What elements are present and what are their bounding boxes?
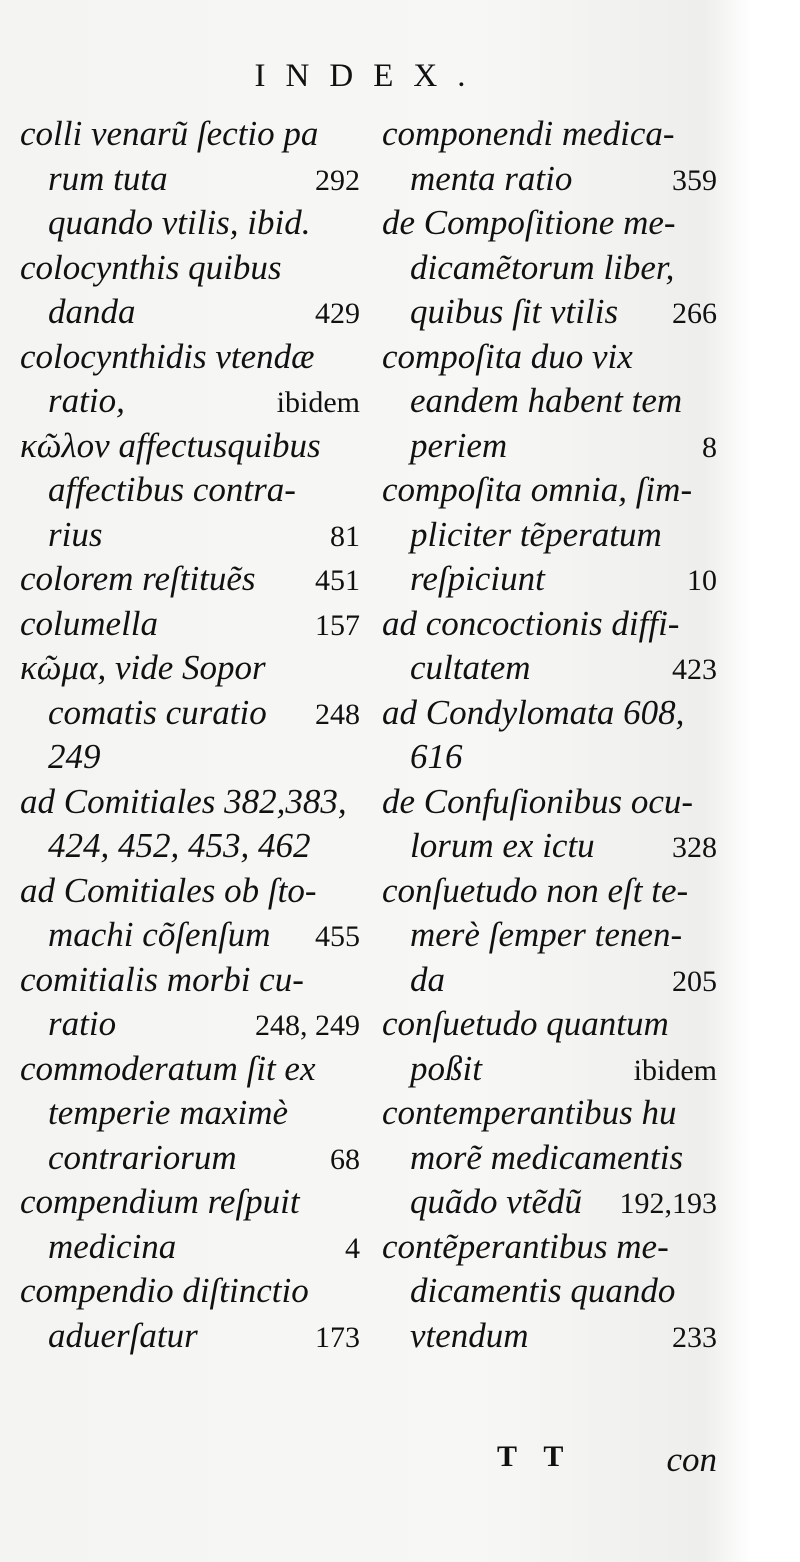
entry-page-ref: 4 <box>345 1231 360 1265</box>
entry-text: 424, 452, 453, 462 <box>48 826 311 865</box>
entry-page-ref: 205 <box>672 964 717 998</box>
entry-text: de Compoſitione me- <box>382 203 676 242</box>
index-entry-line <box>382 513 717 558</box>
index-entry-line <box>20 157 360 202</box>
index-entry-line <box>382 691 717 736</box>
entry-page-ref: ibidem <box>276 386 360 419</box>
entry-text: ratio <box>48 1004 117 1043</box>
index-entry-line <box>382 602 717 647</box>
entry-text: κῶμα, vide Sopor <box>20 648 266 687</box>
entry-page-ref: 359 <box>672 163 717 197</box>
index-entry-line <box>382 1091 717 1136</box>
index-entry-line <box>382 157 717 202</box>
entry-text: ad Comitiales 382,383, <box>20 781 347 821</box>
entry-text: merè ſemper tenen- <box>410 915 683 954</box>
index-entry-line <box>20 1269 360 1314</box>
entry-text: temperie maximè <box>48 1093 289 1132</box>
index-entry-line <box>382 913 717 958</box>
index-entry-line <box>382 958 717 1003</box>
entry-page-ref: 68 <box>330 1142 360 1176</box>
index-entry-line <box>382 201 717 246</box>
entry-text: colorem reſtituẽs <box>20 559 256 598</box>
entry-text: componendi medica- <box>382 114 675 153</box>
index-entry-line <box>20 735 360 780</box>
index-entry-line <box>382 780 717 825</box>
index-entry-line <box>20 646 360 691</box>
entry-text: compendium reſpuit <box>20 1182 300 1221</box>
index-entry-line <box>20 112 360 157</box>
entry-text: columella <box>20 603 159 643</box>
entry-text: ad concoctionis diffi- <box>382 603 680 643</box>
index-entry-line <box>20 424 360 469</box>
entry-text: quibus ſit vtilis <box>410 292 619 331</box>
index-entry-line <box>382 646 717 691</box>
entry-page-ref: 423 <box>672 653 717 686</box>
page-title: INDEX. <box>254 58 486 94</box>
index-entry-line <box>20 290 360 335</box>
index-entry-line <box>20 1091 360 1136</box>
index-entry-line <box>20 201 360 246</box>
index-entry-line <box>20 691 360 736</box>
index-entry-line <box>382 424 717 469</box>
index-entry-line <box>382 1002 717 1047</box>
entry-text: conſuetudo quantum <box>382 1004 669 1043</box>
entry-page-ref: 292 <box>315 163 360 197</box>
entry-text: comatis curatio <box>48 692 267 732</box>
index-entry-line <box>20 468 360 513</box>
entry-text: periem <box>410 425 508 465</box>
entry-text: colocynthidis vtendæ <box>20 336 315 376</box>
entry-page-ref: 157 <box>315 608 360 642</box>
entry-page-ref: 248, 249 <box>255 1009 360 1042</box>
entry-page-ref: 266 <box>672 297 717 330</box>
index-entry-line <box>20 1002 360 1047</box>
entry-text: commoderatum ſit ex <box>20 1048 316 1088</box>
index-entry-line <box>382 379 717 424</box>
entry-text: pliciter tẽperatum <box>410 514 662 554</box>
index-entry-line <box>382 1269 717 1314</box>
entry-text: rius <box>48 514 103 554</box>
entry-text: aduerſatur <box>48 1315 198 1355</box>
index-entry-line <box>20 913 360 958</box>
entry-text: quãdo vtẽdũ <box>410 1182 583 1221</box>
index-entry-line <box>382 468 717 513</box>
entry-text: colocynthis quibus <box>20 247 282 287</box>
index-entry-line <box>382 112 717 157</box>
index-entry-line <box>20 557 360 602</box>
entry-text: danda <box>48 292 136 331</box>
entry-text: medicina <box>48 1226 177 1266</box>
entry-text: vtendum <box>410 1315 529 1355</box>
index-entry-line <box>382 290 717 335</box>
signature-mark: T T <box>497 1440 574 1473</box>
index-entry-line <box>382 1180 717 1225</box>
entry-text: de Confuſionibus ocu- <box>382 781 694 821</box>
entry-text: compendio diſtinctio <box>20 1271 309 1310</box>
entry-page-ref: 328 <box>672 831 717 864</box>
entry-text: dicamẽtorum liber, <box>410 247 675 287</box>
entry-text: affectibus contra- <box>48 470 296 509</box>
index-entry-line <box>382 335 717 380</box>
index-entry-line <box>382 246 717 291</box>
left-column <box>20 112 360 1358</box>
entry-text: comitialis morbi cu- <box>20 959 304 999</box>
entry-text: conſuetudo non eſt te- <box>382 870 689 910</box>
entry-text: eandem habent tem <box>410 381 683 420</box>
entry-text: dicamentis quando <box>410 1271 676 1310</box>
entry-text: compoſita duo vix <box>382 336 633 376</box>
entry-text: ad Comitiales ob ſto- <box>20 870 317 910</box>
index-entry-line <box>20 958 360 1003</box>
entry-text: quando vtilis, ibid. <box>48 203 311 242</box>
entry-text: morẽ medicamentis <box>410 1137 684 1177</box>
entry-text: κῶλον affectusquibus <box>20 425 321 465</box>
index-entry-line <box>382 1225 717 1270</box>
entry-page-ref: 455 <box>315 920 360 953</box>
entry-text: 616 <box>410 737 463 776</box>
index-entry-line <box>20 824 360 869</box>
index-entry-line <box>382 824 717 869</box>
index-entry-line <box>382 735 717 780</box>
index-entry-line <box>382 1136 717 1181</box>
entry-page-ref: ibidem <box>633 1053 717 1087</box>
entry-page-ref: 10 <box>687 564 717 597</box>
entry-text: compoſita omnia, ſim- <box>382 470 693 509</box>
entry-text: menta ratio <box>410 158 573 198</box>
entry-text: ad Condylomata 608, <box>382 692 685 732</box>
entry-page-ref: 451 <box>315 564 360 597</box>
index-entry-line <box>382 1314 717 1359</box>
index-entry-line <box>20 246 360 291</box>
entry-text: lorum ex ictu <box>410 826 595 865</box>
index-entry-line <box>20 869 360 914</box>
index-entry-line <box>382 557 717 602</box>
entry-text: da <box>410 959 445 999</box>
entry-text: contẽperantibus me- <box>382 1226 669 1266</box>
entry-text: 249 <box>48 737 101 776</box>
entry-text: reſpiciunt <box>410 559 545 598</box>
index-entry-line <box>20 513 360 558</box>
index-entry-line <box>20 1180 360 1225</box>
entry-text: rum tuta <box>48 158 168 198</box>
index-entry-line <box>382 869 717 914</box>
right-column <box>382 112 717 1358</box>
page-margin <box>770 0 800 1562</box>
entry-page-ref: 173 <box>315 1320 360 1354</box>
entry-text: ratio, <box>48 381 125 420</box>
index-entry-line <box>20 1314 360 1359</box>
entry-page-ref: 192,193 <box>619 1187 717 1220</box>
index-entry-line <box>20 379 360 424</box>
entry-text: contemperantibus hu <box>382 1093 677 1132</box>
entry-page-ref: 8 <box>702 430 717 464</box>
entry-text: poßit <box>410 1048 482 1088</box>
entry-text: cultatem <box>410 648 531 687</box>
index-entry-line <box>20 602 360 647</box>
index-entry-line <box>20 335 360 380</box>
entry-page-ref: 233 <box>672 1320 717 1354</box>
entry-page-ref: 248 <box>315 697 360 731</box>
index-entry-line <box>20 1136 360 1181</box>
entry-text: colli venarũ ſectio pa <box>20 114 319 153</box>
index-entry-line <box>20 780 360 825</box>
index-entry-line <box>382 1047 717 1092</box>
entry-page-ref: 429 <box>315 297 360 330</box>
catchword: con <box>666 1440 717 1479</box>
index-entry-line <box>20 1047 360 1092</box>
index-entry-line <box>20 1225 360 1270</box>
entry-text: contrariorum <box>48 1137 237 1177</box>
entry-text: machi cõſenſum <box>48 915 271 954</box>
page-footer <box>382 1440 717 1485</box>
entry-page-ref: 81 <box>330 519 360 553</box>
